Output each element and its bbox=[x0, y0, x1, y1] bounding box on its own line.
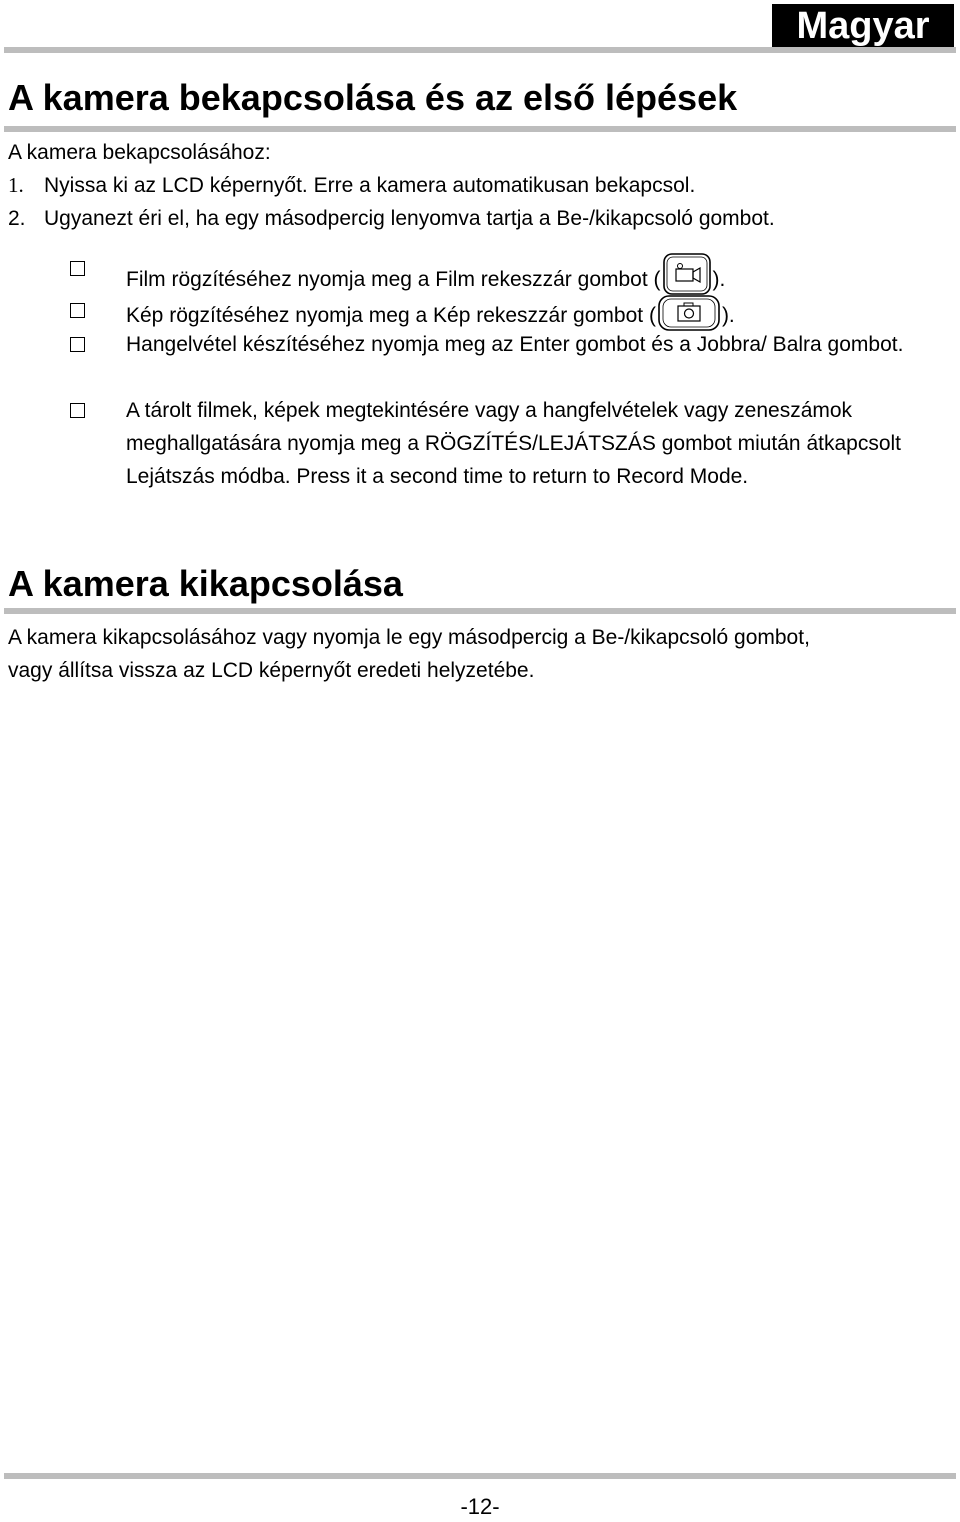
checkbox-bullet bbox=[70, 303, 85, 318]
bullet-item-audio: Hangelvétel készítéséhez nyomja meg az Enter gombot és a Jobbra/ Balra gombot. bbox=[126, 333, 904, 356]
checkbox-bullet bbox=[70, 337, 85, 352]
bullet-item-photo bbox=[126, 294, 956, 332]
photo-camera-icon bbox=[657, 294, 721, 332]
video-camera-icon bbox=[662, 252, 712, 296]
bullet-text: Kép rögzítéséhez nyomja meg a Kép rekeszzár gombot ( bbox=[126, 304, 656, 327]
checkbox-bullet bbox=[70, 403, 85, 418]
section-rule bbox=[4, 608, 956, 614]
section-title-power-on: A kamera bekapcsolása és az első lépések bbox=[8, 77, 738, 118]
bullet-item-video bbox=[126, 252, 956, 296]
language-tab: Magyar bbox=[772, 4, 954, 48]
bullet-text: Film rögzítéséhez nyomja meg a Film rekeszzár gombot ( bbox=[126, 268, 661, 291]
step-number: 1. bbox=[8, 173, 24, 197]
intro-text: A kamera bekapcsolásához: bbox=[8, 141, 271, 164]
step-text: Ugyanezt éri el, ha egy másodpercig lenyomva tartja a Be-/kikapcsoló gombot. bbox=[44, 207, 775, 230]
section-title-power-off: A kamera kikapcsolása bbox=[8, 563, 403, 604]
header-rule bbox=[4, 47, 956, 53]
bullet-item-playback: A tárolt filmek, képek megtekintésére vagy a hangfelvételek vagy zeneszámok meghallgatására nyomja meg a RÖGZÍTÉS/LEJÁTSZÁS gombot miután átkapcsolt Lejátszás módba. Press it a second time to return to Record Mode. bbox=[126, 399, 902, 488]
checkbox-bullet bbox=[70, 261, 85, 276]
section-rule bbox=[4, 126, 956, 132]
power-off-text: vagy állítsa vissza az LCD képernyőt eredeti helyzetébe. bbox=[8, 659, 535, 682]
bullet-text: ). bbox=[712, 268, 726, 291]
page-number: -12- bbox=[460, 1494, 500, 1519]
power-off-text: A kamera kikapcsolásához vagy nyomja le egy másodpercig a Be-/kikapcsoló gombot, bbox=[8, 626, 810, 649]
step-text: Nyissa ki az LCD képernyőt. Erre a kamera automatikusan bekapcsol. bbox=[44, 174, 696, 197]
footer-rule bbox=[4, 1473, 956, 1479]
bullet-text: ). bbox=[721, 304, 735, 327]
step-number: 2. bbox=[8, 207, 26, 230]
